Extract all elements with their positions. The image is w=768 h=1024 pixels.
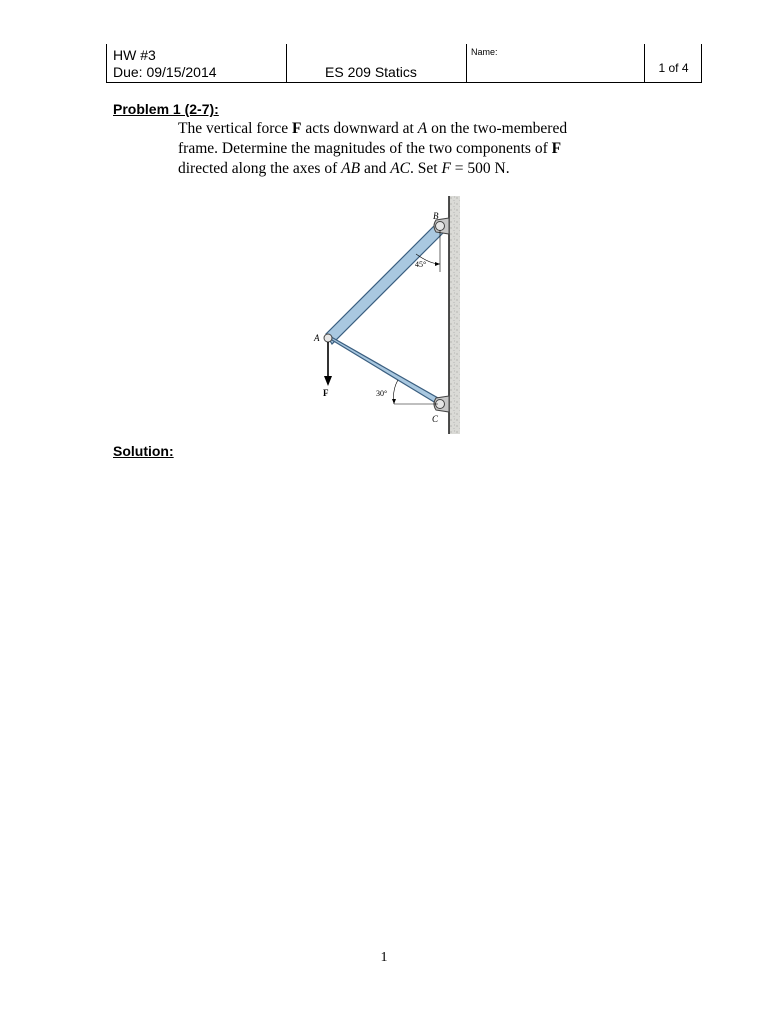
label-f: F: [323, 388, 329, 398]
statement-segment: The vertical force: [178, 120, 293, 137]
statement-segment: directed along the axes of: [178, 160, 342, 177]
due-date: Due: 09/15/2014: [113, 64, 217, 80]
statement-segment: F: [551, 140, 562, 157]
label-c: C: [432, 414, 439, 424]
header-cell-name: [466, 44, 644, 82]
header-cell-page: [644, 44, 702, 82]
angle-30-arrowhead: [392, 399, 396, 404]
statement-segment: . Set: [410, 160, 442, 177]
frame-figure: [288, 190, 480, 440]
statement-segment: acts downward at: [301, 120, 418, 137]
member-ab: [326, 222, 446, 344]
statement-segment: and: [360, 160, 391, 177]
problem-title: Problem 1 (2-7):: [113, 101, 219, 117]
frame-diagram: [288, 190, 480, 440]
wall: [449, 196, 460, 434]
statement-segment: A: [417, 120, 428, 137]
name-label: Name:: [471, 47, 498, 57]
label-b: B: [433, 211, 439, 221]
angle-45-label: 45°: [415, 260, 427, 269]
angle-45-arrowhead: [435, 262, 440, 266]
force-f-arrowhead: [324, 376, 332, 386]
hw-number: HW #3: [113, 47, 156, 63]
statement-segment: on the two-membered frame. Determine the magnitudes of the two components of: [178, 120, 568, 157]
problem-statement: [178, 119, 598, 179]
solution-label: Solution:: [113, 443, 174, 459]
header-table: [106, 44, 702, 83]
statement-segment: F: [292, 120, 302, 137]
statement-segment: AC: [390, 160, 411, 177]
course-name: ES 209 Statics: [325, 64, 417, 80]
header-cell-hw: [107, 44, 285, 82]
label-a: A: [314, 333, 320, 343]
page-number: 1: [380, 950, 388, 965]
header-cell-course: [286, 44, 466, 82]
statement-segment: AB: [341, 160, 361, 177]
joint-a: [324, 334, 332, 342]
statement-segment: F: [441, 160, 451, 177]
angle-30-label: 30°: [376, 389, 388, 398]
page-count: 1 of 4: [658, 61, 689, 75]
statement-segment: = 500 N.: [450, 160, 510, 177]
